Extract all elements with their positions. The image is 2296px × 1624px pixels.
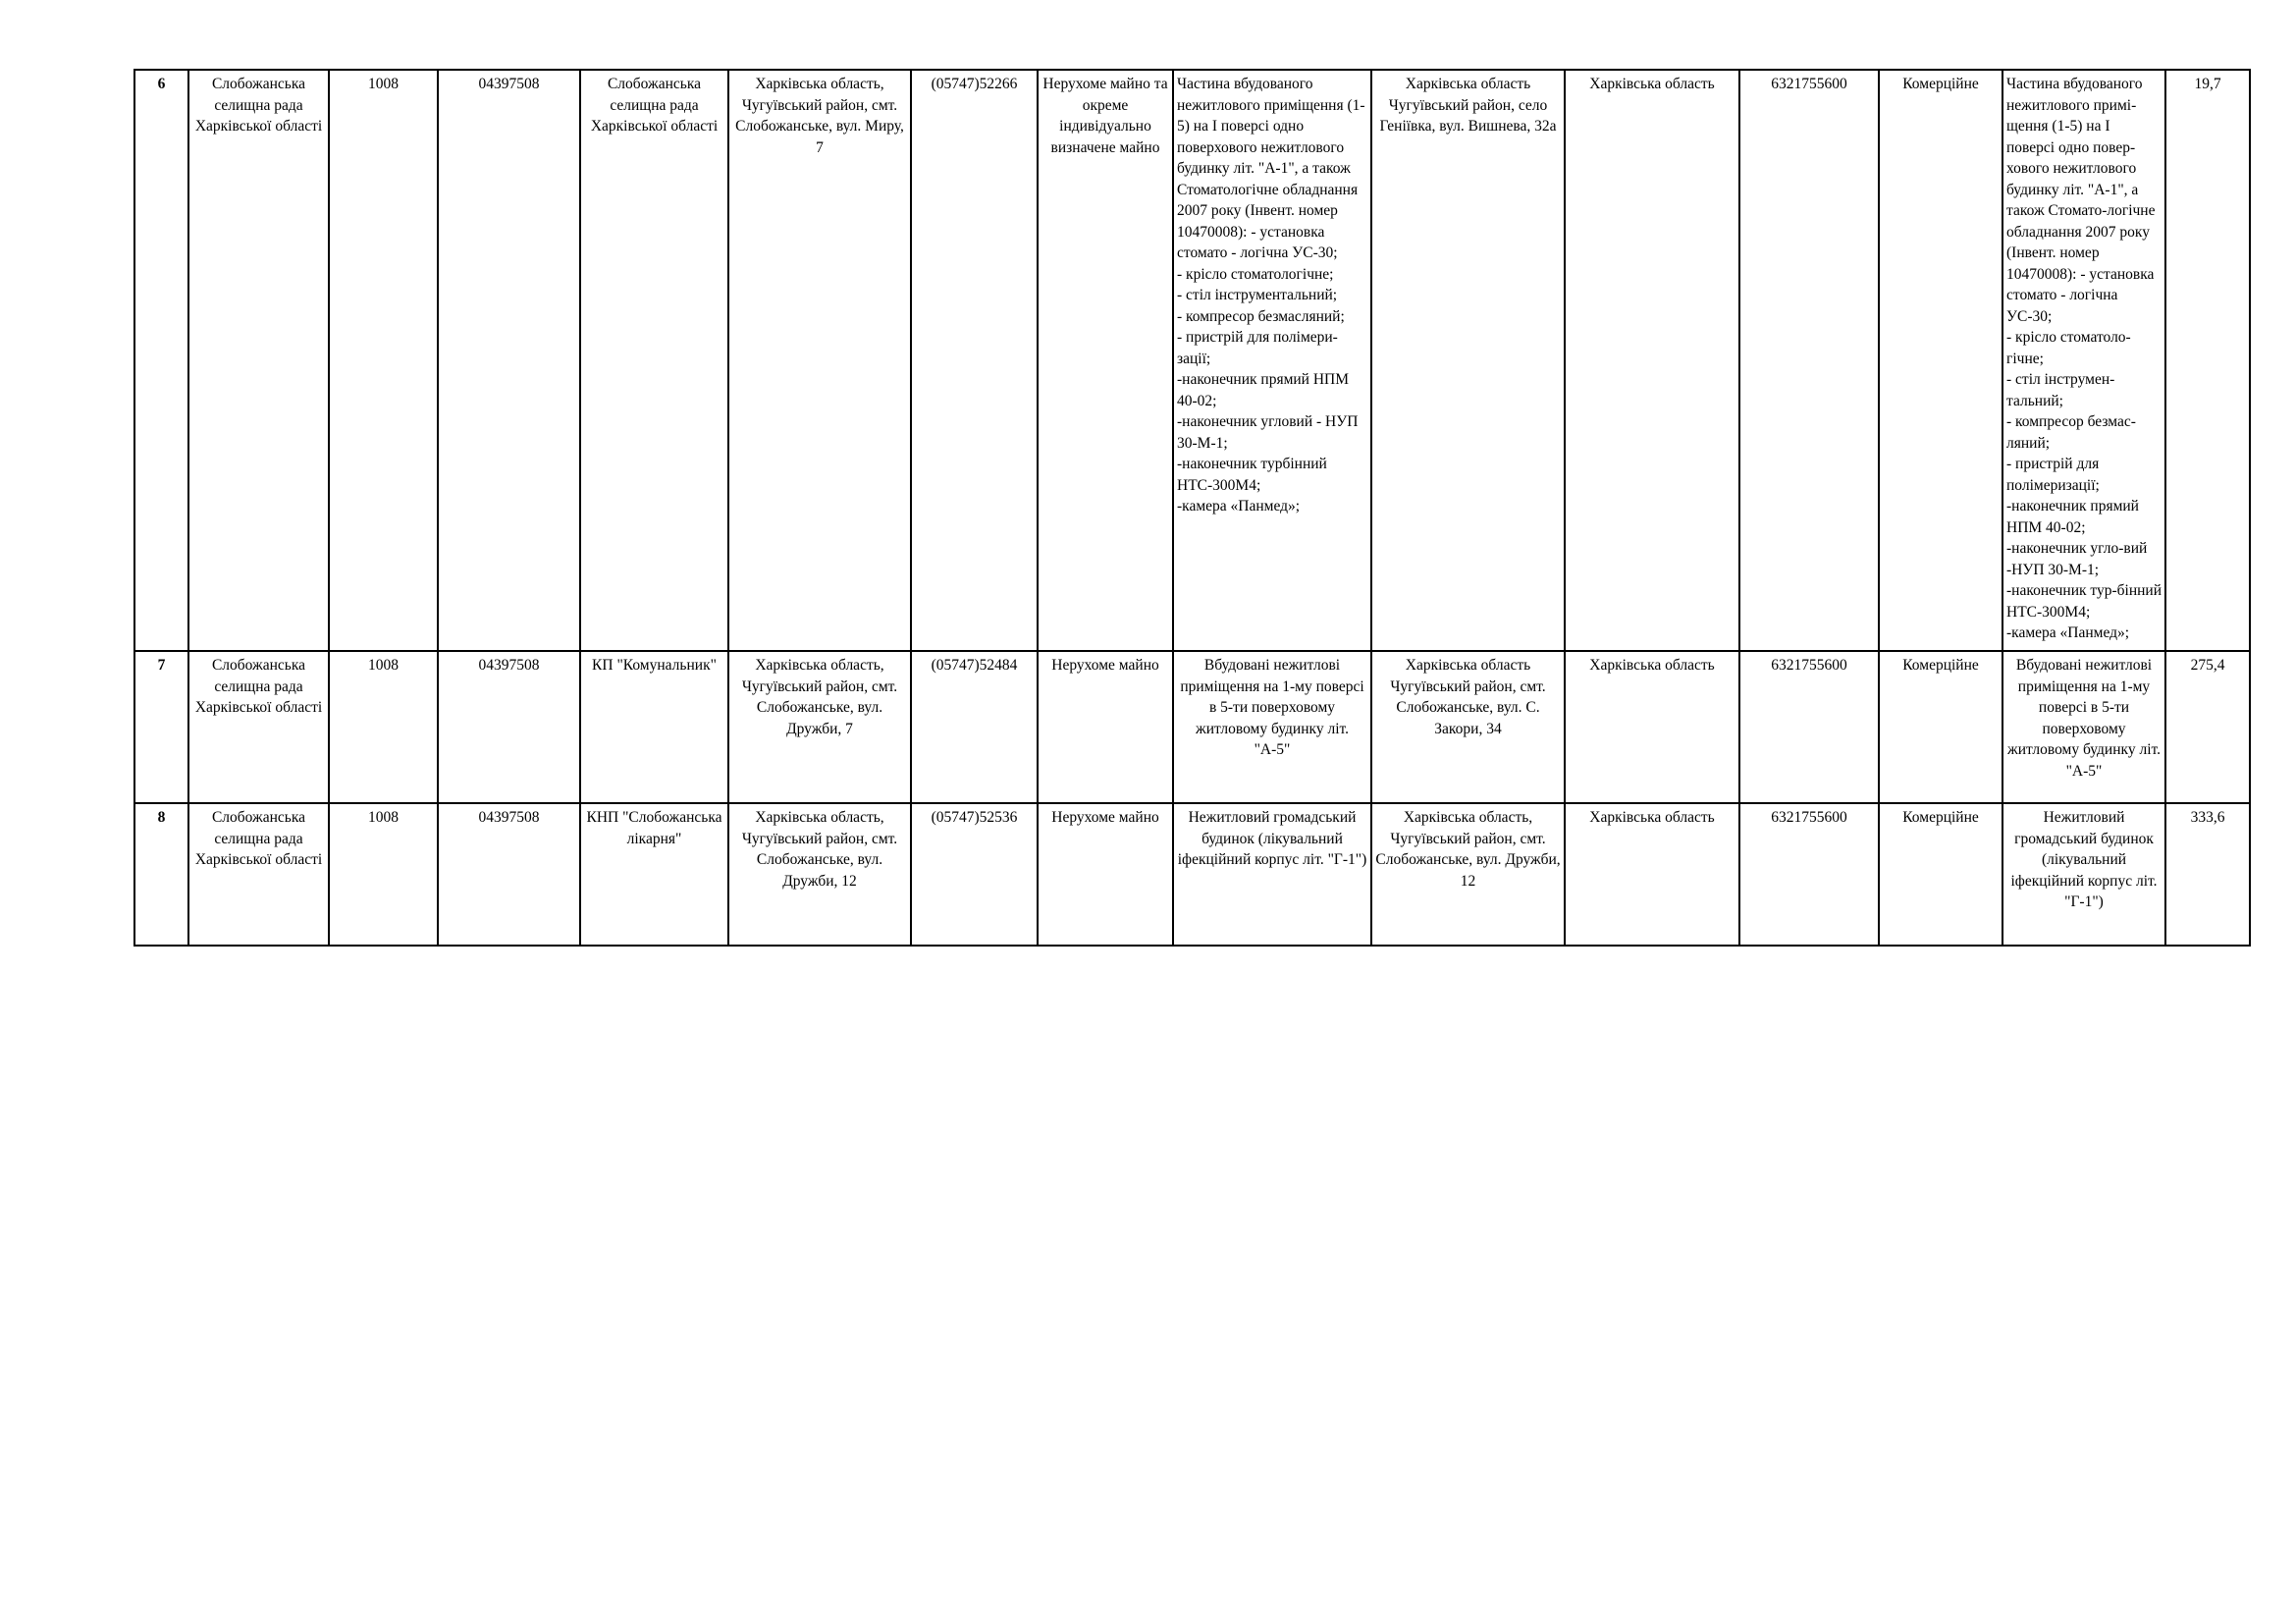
holder-address-cell: Харківська область, Чугуївський район, смт. Слобожанське, вул. Дружби, 7	[728, 651, 911, 803]
description-cell: Вбудовані нежитлові приміщення на 1-му поверсі в 5-ти поверховому житловому будинку літ. "А-5"	[1173, 651, 1371, 803]
location-cell: Харківська область, Чугуївський район, смт. Слобожанське, вул. Дружби, 12	[1371, 803, 1565, 946]
holder-address-cell: Харківська область, Чугуївський район, смт. Слобожанське, вул. Миру, 7	[728, 70, 911, 651]
koatuu-cell: 6321755600	[1739, 803, 1879, 946]
purpose-cell: Комерційне	[1879, 70, 2002, 651]
table-row	[134, 70, 2250, 651]
description-cell: Частина вбудованого нежитлового приміщення (1-5) на І поверсі одно поверхового нежитлового будинку літ. "А-1", а також Стоматологічне обладнання 2007 року (Інвент. номер 10470008): - установка стомато - логічна УС-30; - крісло стоматологічне; - стіл інструментальний; - компресор безмасляний; - пристрій для полімери-зації; -наконечник прямий НПМ 40-02; -наконечник угловий - НУП 30-М-1; -наконечник турбінний НТС-300М4; -камера «Панмед»;	[1173, 70, 1371, 651]
property-type-cell: Нерухоме майно	[1038, 651, 1173, 803]
holder-cell: КНП "Слобожанська лікарня"	[580, 803, 728, 946]
area-cell: 333,6	[2165, 803, 2250, 946]
location-cell: Харківська область Чугуївський район, село Геніївка, вул. Вишнева, 32а	[1371, 70, 1565, 651]
object-cell: Нежитловий громадський будинок (лікувальний іфекційний корпус літ. "Г-1")	[2002, 803, 2165, 946]
row-number: 8	[134, 803, 188, 946]
location-cell: Харківська область Чугуївський район, смт. Слобожанське, вул. С. Закори, 34	[1371, 651, 1565, 803]
region-cell: Харківська область	[1565, 803, 1739, 946]
owner-cell: Слобожанська селищна рада Харківської області	[188, 651, 329, 803]
region-cell: Харківська область	[1565, 651, 1739, 803]
owner-cell: Слобожанська селищна рада Харківської області	[188, 70, 329, 651]
code-cell: 1008	[329, 803, 438, 946]
phone-cell: (05747)52266	[911, 70, 1038, 651]
holder-address-cell: Харківська область, Чугуївський район, смт. Слобожанське, вул. Дружби, 12	[728, 803, 911, 946]
phone-cell: (05747)52536	[911, 803, 1038, 946]
area-cell: 19,7	[2165, 70, 2250, 651]
purpose-cell: Комерційне	[1879, 651, 2002, 803]
edrpou-cell: 04397508	[438, 651, 580, 803]
table-row	[134, 803, 2250, 946]
region-cell: Харківська область	[1565, 70, 1739, 651]
code-cell: 1008	[329, 651, 438, 803]
property-register-table	[133, 69, 2251, 947]
property-type-cell: Нерухоме майно	[1038, 803, 1173, 946]
koatuu-cell: 6321755600	[1739, 70, 1879, 651]
description-cell: Нежитловий громадський будинок (лікувальний іфекційний корпус літ. "Г-1")	[1173, 803, 1371, 946]
property-type-cell: Нерухоме майно та окреме індивідуально визначене майно	[1038, 70, 1173, 651]
phone-cell: (05747)52484	[911, 651, 1038, 803]
area-cell: 275,4	[2165, 651, 2250, 803]
edrpou-cell: 04397508	[438, 803, 580, 946]
code-cell: 1008	[329, 70, 438, 651]
edrpou-cell: 04397508	[438, 70, 580, 651]
object-cell: Вбудовані нежитлові приміщення на 1-му поверсі в 5-ти поверховому житловому будинку літ. "А-5"	[2002, 651, 2165, 803]
holder-cell: КП "Комунальник"	[580, 651, 728, 803]
object-cell: Частина вбудованого нежитлового примі-щення (1-5) на І поверсі одно повер-хового нежитлового будинку літ. "А-1", а також Стомато-логічне обладнання 2007 року (Інвент. номер 10470008): - установка стомато - логічна УС-30; - крісло стоматоло-гічне; - стіл інструмен-тальний; - компресор безмас-ляний; - пристрій для полімеризації; -наконечник прямий НПМ 40-02; -наконечник угло-вий -НУП 30-М-1; -наконечник тур-бінний НТС-300М4; -камера «Панмед»;	[2002, 70, 2165, 651]
owner-cell: Слобожанська селищна рада Харківської області	[188, 803, 329, 946]
table-row	[134, 651, 2250, 803]
koatuu-cell: 6321755600	[1739, 651, 1879, 803]
row-number: 7	[134, 651, 188, 803]
row-number: 6	[134, 70, 188, 651]
holder-cell: Слобожанська селищна рада Харківської області	[580, 70, 728, 651]
purpose-cell: Комерційне	[1879, 803, 2002, 946]
